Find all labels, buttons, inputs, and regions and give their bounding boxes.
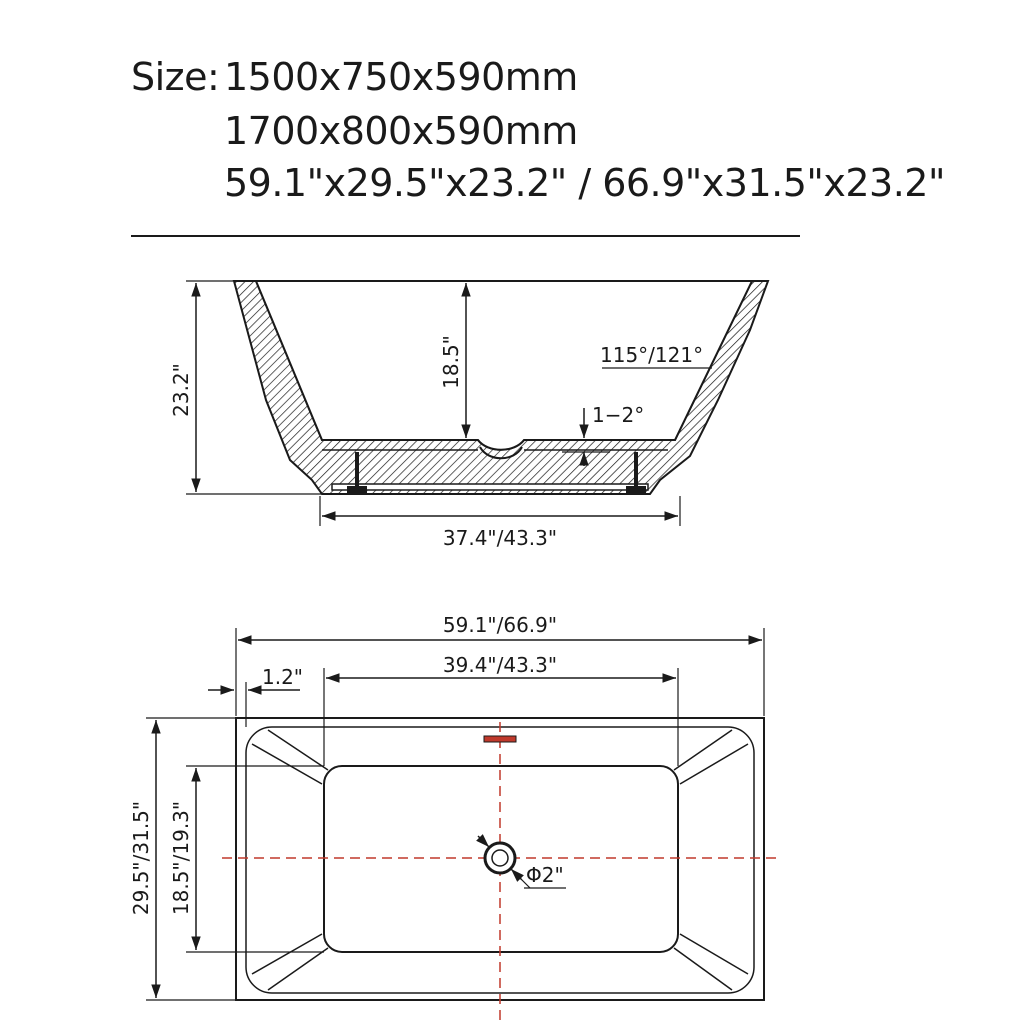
label-overall-width: 29.5"/31.5" — [129, 800, 153, 916]
label-base-width: 37.4"/43.3" — [442, 526, 558, 550]
label-total-height: 23.2" — [169, 363, 193, 417]
size-imperial: 59.1"x29.5"x23.2" / 66.9"x31.5"x23.2" — [224, 161, 945, 205]
label-inner-width: 18.5"/19.3" — [169, 800, 193, 916]
label-wall-angle: 115°/121° — [600, 343, 704, 367]
overflow-marker — [484, 736, 516, 742]
size-metric-large: 1700x800x590mm — [224, 109, 578, 153]
label-inner-length: 39.4"/43.3" — [442, 653, 558, 677]
size-metric-small: 1500x750x590mm — [224, 55, 578, 99]
label-drain-diameter: Φ2" — [526, 863, 564, 887]
top-view — [129, 613, 780, 1024]
label-floor-slope: 1−2° — [592, 403, 645, 427]
label-overall-length: 59.1"/66.9" — [442, 613, 558, 637]
size-label: Size: — [131, 55, 220, 99]
side-view — [169, 281, 768, 550]
label-inner-depth: 18.5" — [439, 335, 463, 389]
label-rim-thickness: 1.2" — [262, 665, 304, 689]
drain-inner — [492, 850, 508, 866]
